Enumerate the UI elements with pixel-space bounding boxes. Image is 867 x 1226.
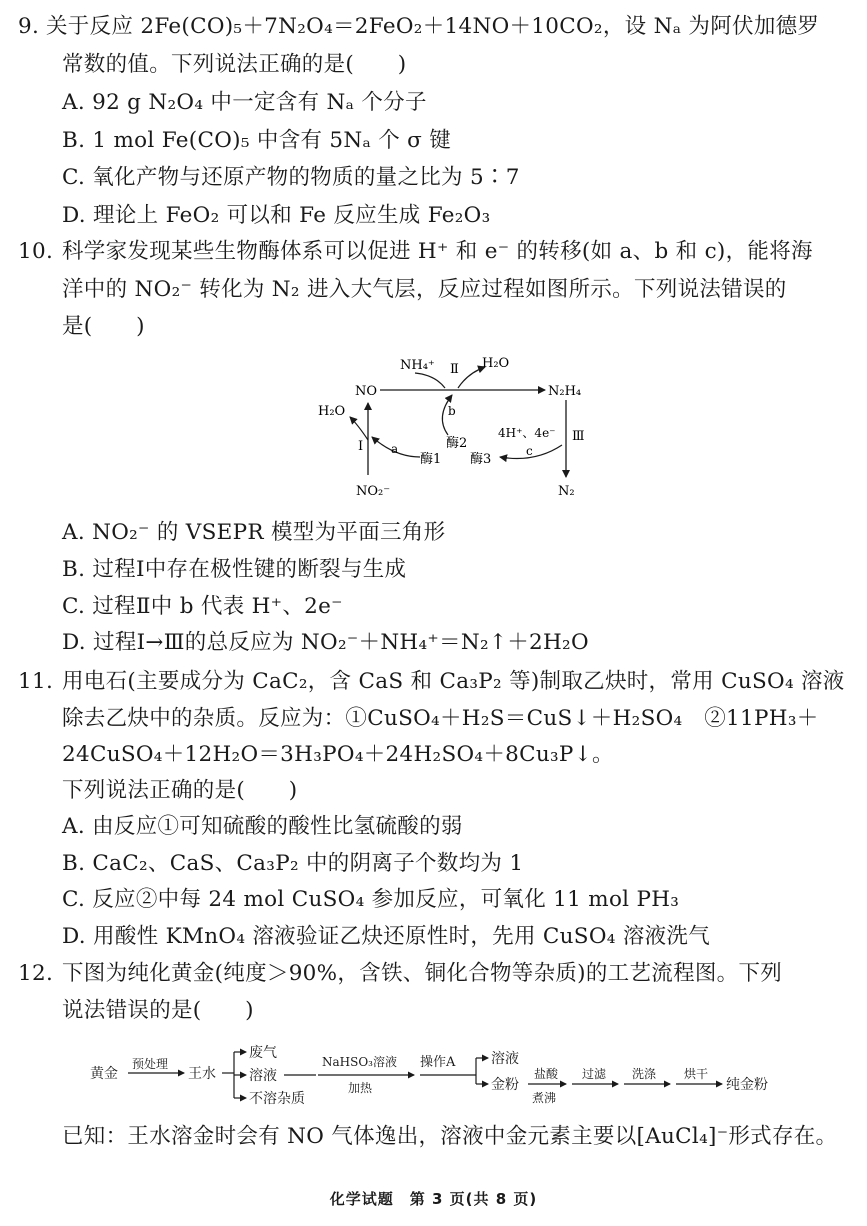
label-b: b	[448, 404, 456, 418]
question-stem: 常数的值。下列说法正确的是( )	[62, 52, 407, 77]
question-stem: 洋中的 NO₂⁻ 转化为 N₂ 进入大气层，反应过程如图所示。下列说法错误的	[62, 277, 787, 302]
flow-heat: 加热	[348, 1081, 373, 1095]
flow-op-a: 操作A	[420, 1055, 456, 1070]
reaction-diagram	[300, 345, 600, 505]
h2o-top-curve	[458, 367, 485, 388]
flow-boil: 煮沸	[532, 1091, 557, 1105]
flow-reagent: NaHSO₃溶液	[322, 1055, 397, 1069]
question-stem: 关于反应 2Fe(CO)₅＋7N₂O₄＝2FeO₂＋14NO＋10CO₂，设 Nₐ 为阿伏加德罗	[46, 14, 820, 39]
h2o-top-label: H₂O	[482, 356, 510, 371]
option-d: D. 过程Ⅰ→Ⅲ的总反应为 NO₂⁻＋NH₄⁺＝N₂↑＋2H₂O	[62, 630, 589, 655]
flow-waste-gas: 废气	[249, 1045, 277, 1061]
option-c: C. 反应②中每 24 mol CuSO₄ 参加反应，可氧化 11 mol PH₃	[62, 887, 680, 912]
no2-label: NO₂⁻	[356, 484, 391, 499]
nh4-curve	[415, 373, 445, 388]
question-stem: 除去乙炔中的杂质。反应为：①CuSO₄＋H₂S＝CuS↓＋H₂SO₄ ②11PH₃＋	[62, 706, 819, 731]
flow-solution1: 溶液	[249, 1068, 277, 1084]
flow-pretreat: 预处理	[132, 1057, 169, 1071]
n2h4-label: N₂H₄	[548, 384, 582, 399]
question-number: 11.	[18, 669, 54, 694]
step1-label: Ⅰ	[358, 439, 364, 454]
flow-hcl: 盐酸	[534, 1067, 559, 1081]
question-number: 9.	[18, 14, 40, 39]
process-flow-diagram	[86, 1040, 786, 1112]
known-info: 已知：王水溶金时会有 NO 气体逸出，溶液中金元素主要以[AuCl₄]⁻形式存在。	[62, 1124, 838, 1149]
flow-filter: 过滤	[582, 1067, 607, 1081]
option-a: A. NO₂⁻ 的 VSEPR 模型为平面三角形	[62, 520, 446, 545]
option-a: A. 由反应①可知硫酸的酸性比氢硫酸的弱	[62, 814, 463, 839]
n2-label: N₂	[558, 484, 575, 499]
flow-gold: 黄金	[90, 1066, 118, 1082]
option-d: D. 理论上 FeO₂ 可以和 Fe 反应生成 Fe₂O₃	[62, 203, 491, 228]
no-label: NO	[355, 384, 378, 399]
label-a: a	[391, 442, 399, 456]
question-number: 10.	[18, 239, 54, 264]
h2o-left-label: H₂O	[318, 404, 346, 419]
option-d: D. 用酸性 KMnO₄ 溶液验证乙炔还原性时，先用 CuSO₄ 溶液洗气	[62, 924, 711, 949]
flow-insoluble: 不溶杂质	[249, 1091, 305, 1107]
step3-label: Ⅲ	[572, 429, 585, 444]
question-number: 12.	[18, 961, 54, 986]
page-footer: 化学试题 第 3 页(共 8 页)	[329, 1190, 538, 1208]
nh4-label: NH₄⁺	[400, 358, 435, 373]
enzyme1-label: 酶1	[420, 452, 442, 467]
question-stem: 说法错误的是( )	[62, 998, 254, 1023]
option-b: B. CaC₂、CaS、Ca₃P₂ 中的阴离子个数均为 1	[62, 851, 524, 876]
flow-dry: 烘干	[684, 1067, 709, 1081]
question-stem: 是( )	[62, 314, 145, 339]
option-b: B. 过程Ⅰ中存在极性键的断裂与生成	[62, 557, 407, 582]
flow-gold-powder: 金粉	[491, 1077, 519, 1093]
flow-aqua-regia: 王水	[188, 1066, 216, 1082]
option-b: B. 1 mol Fe(CO)₅ 中含有 5Nₐ 个 σ 键	[62, 128, 452, 153]
h2o-left-curve	[350, 417, 368, 440]
question-stem: 下图为纯化黄金(纯度＞90%，含铁、铜化合物等杂质)的工艺流程图。下列	[62, 961, 783, 986]
flow-pure-gold: 纯金粉	[726, 1077, 768, 1093]
option-a: A. 92 g N₂O₄ 中一定含有 Nₐ 个分子	[62, 90, 427, 115]
flow-solution2: 溶液	[491, 1051, 519, 1067]
step2-label: Ⅱ	[450, 362, 459, 377]
option-c: C. 过程Ⅱ中 b 代表 H⁺、2e⁻	[62, 594, 343, 619]
label-c: c	[526, 444, 533, 458]
flow-wash: 洗涤	[632, 1067, 657, 1081]
enzyme2-label: 酶2	[446, 436, 468, 451]
enzyme3-label: 酶3	[470, 452, 492, 467]
question-stem: 下列说法正确的是( )	[62, 778, 298, 803]
option-c: C. 氧化产物与还原产物的物质的量之比为 5∶7	[62, 165, 520, 190]
question-stem: 24CuSO₄＋12H₂O＝3H₃PO₄＋24H₂SO₄＋8Cu₃P↓。	[62, 742, 614, 767]
question-stem: 科学家发现某些生物酶体系可以促进 H⁺ 和 e⁻ 的转移(如 a、b 和 c)，能将海	[62, 239, 813, 264]
h-e-label: 4H⁺、4e⁻	[498, 426, 556, 440]
question-stem: 用电石(主要成分为 CaC₂，含 CaS 和 Ca₃P₂ 等)制取乙炔时，常用 CuSO₄ 溶液	[62, 669, 845, 694]
